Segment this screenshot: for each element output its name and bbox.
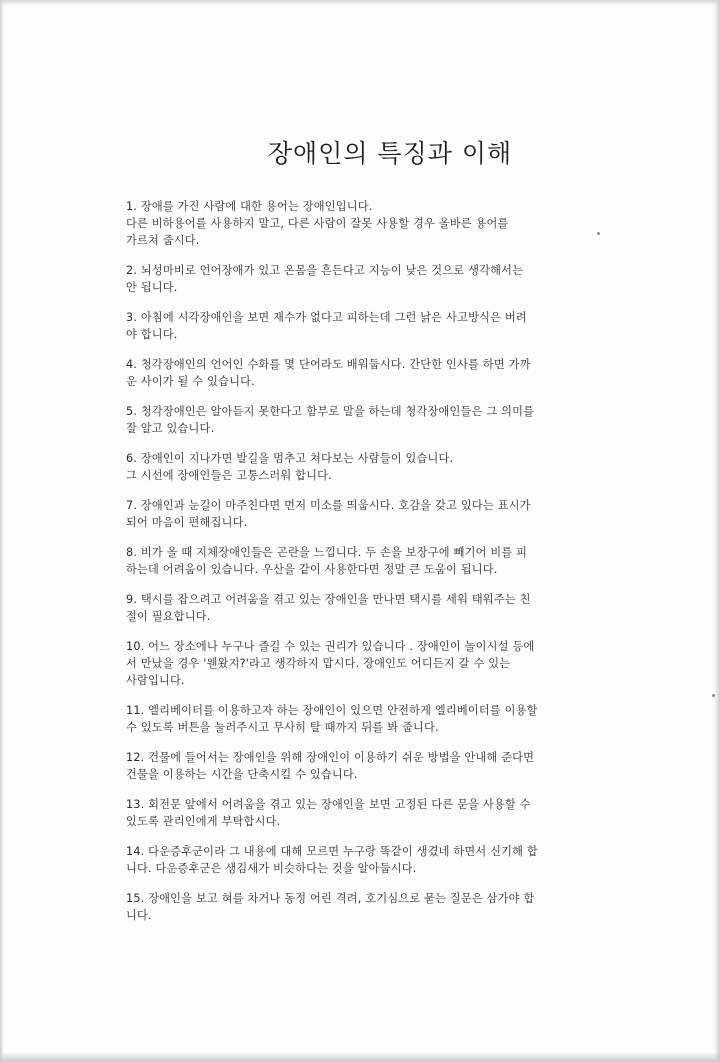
item-line: 14. 다운증후군이라 그 내용에 대해 모르면 누구랑 똑같이 생겼네 하면서 신기해 합 <box>126 845 538 858</box>
item-line: 서 만났을 경우 '웬왔지?'라고 생각하지 맙시다. 장애인도 어디든지 갈 수 있는 <box>126 657 511 670</box>
list-item <box>126 749 626 783</box>
page-title: 장애인의 특징과 이해 <box>267 139 513 168</box>
item-line: 8. 비가 올 때 지체장애인들은 곤란을 느낍니다. 두 손을 보장구에 빼기어 비를 피 <box>126 546 528 559</box>
item-line: 건물을 이용하는 시간을 단축시킬 수 있습니다. <box>126 768 358 781</box>
list-item <box>126 702 626 736</box>
item-line: 되어 마음이 편해집니다. <box>126 516 248 529</box>
list-item <box>126 450 626 484</box>
item-line: 가르쳐 줍시다. <box>126 234 200 247</box>
item-line: 사람입니다. <box>126 674 185 687</box>
item-line: 있도록 관리인에게 부탁합시다. <box>126 815 281 828</box>
page-edge-bottom <box>0 1052 720 1062</box>
item-line: 다른 비하용어를 사용하지 말고, 다른 사람이 잘못 사용할 경우 올바른 용어를 <box>126 217 509 230</box>
item-line: 5. 청각장애인은 알아듣지 못한다고 함부로 말을 하는데 청각장애인들은 그 의미를 <box>126 405 535 418</box>
list-item <box>126 591 626 625</box>
list-item <box>126 403 626 437</box>
item-line: 7. 장애인과 눈길이 마주친다면 먼저 미소를 띄웁시다. 호감을 갖고 있다는 표시가 <box>126 499 531 512</box>
item-line: 수 있도록 버튼을 눌러주시고 무사히 탈 때까지 뒤를 봐 줍니다. <box>126 721 439 734</box>
item-line: 3. 아침에 시각장애인을 보면 재수가 없다고 피하는데 그런 낡은 사고방식은 버려 <box>126 311 527 324</box>
item-line: 운 사이가 될 수 있습니다. <box>126 375 255 388</box>
item-line: 6. 장애인이 지나가면 발길을 멈추고 쳐다보는 사람들이 있습니다. <box>126 452 454 465</box>
item-line: 안 됩니다. <box>126 281 178 294</box>
list-item <box>126 497 626 531</box>
item-line: 1. 장애를 가진 사람에 대한 용어는 장애인입니다. <box>126 200 373 213</box>
item-line: 야 합니다. <box>126 328 178 341</box>
list-item <box>126 638 626 689</box>
item-line: 2. 뇌성마비로 언어장애가 있고 온몸을 흔든다고 지능이 낮은 것으로 생각해서는 <box>126 264 524 277</box>
item-line: 13. 회전문 앞에서 어려움을 겪고 있는 장애인을 보면 고정된 다른 문을 사용할 수 <box>126 798 531 811</box>
item-line: 12. 건물에 들어서는 장애인을 위해 장애인이 이용하기 쉬운 방법을 안내해 준다면 <box>126 751 535 764</box>
item-line: 절이 필요합니다. <box>126 610 211 623</box>
item-line: 9. 택시를 잡으려고 어려움을 겪고 있는 장애인을 만나면 택시를 세워 태워주는 친 <box>126 593 531 606</box>
item-line: 15. 장애인을 보고 혀를 차거나 동정 어린 격려, 호기심으로 묻는 질문은 삼가야 합 <box>126 892 535 905</box>
item-line: 4. 청각장애인의 언어인 수화를 몇 단어라도 배워둡시다. 간단한 인사를 하면 가까 <box>126 358 531 371</box>
item-line: 그 시선에 장애인들은 고통스러워 합니다. <box>126 469 332 482</box>
item-line: 하는데 어려움이 있습니다. 우산을 같이 사용한다면 정말 큰 도움이 됩니다. <box>126 563 498 576</box>
list-item <box>126 356 626 390</box>
scan-speck <box>712 694 715 697</box>
item-line: 잘 알고 있습니다. <box>126 422 215 435</box>
page-edge-top <box>0 0 720 6</box>
item-list <box>126 198 626 937</box>
list-item <box>126 309 626 343</box>
list-item <box>126 890 626 924</box>
list-item <box>126 198 626 249</box>
list-item <box>126 544 626 578</box>
list-item <box>126 843 626 877</box>
item-line: 니다. 다운증후군은 생김새가 비슷하다는 것을 알아둡시다. <box>126 862 417 875</box>
scan-speck <box>597 232 600 235</box>
list-item <box>126 262 626 296</box>
list-item <box>126 796 626 830</box>
item-line: 니다. <box>126 909 152 922</box>
item-line: 11. 엘리베이터를 이용하고자 하는 장애인이 있으면 안전하게 엘리베이터를 이용할 <box>126 704 538 717</box>
item-line: 10. 어느 장소에나 누구나 즐길 수 있는 권리가 있습니다 . 장애인이 놀이시설 등에 <box>126 640 535 653</box>
